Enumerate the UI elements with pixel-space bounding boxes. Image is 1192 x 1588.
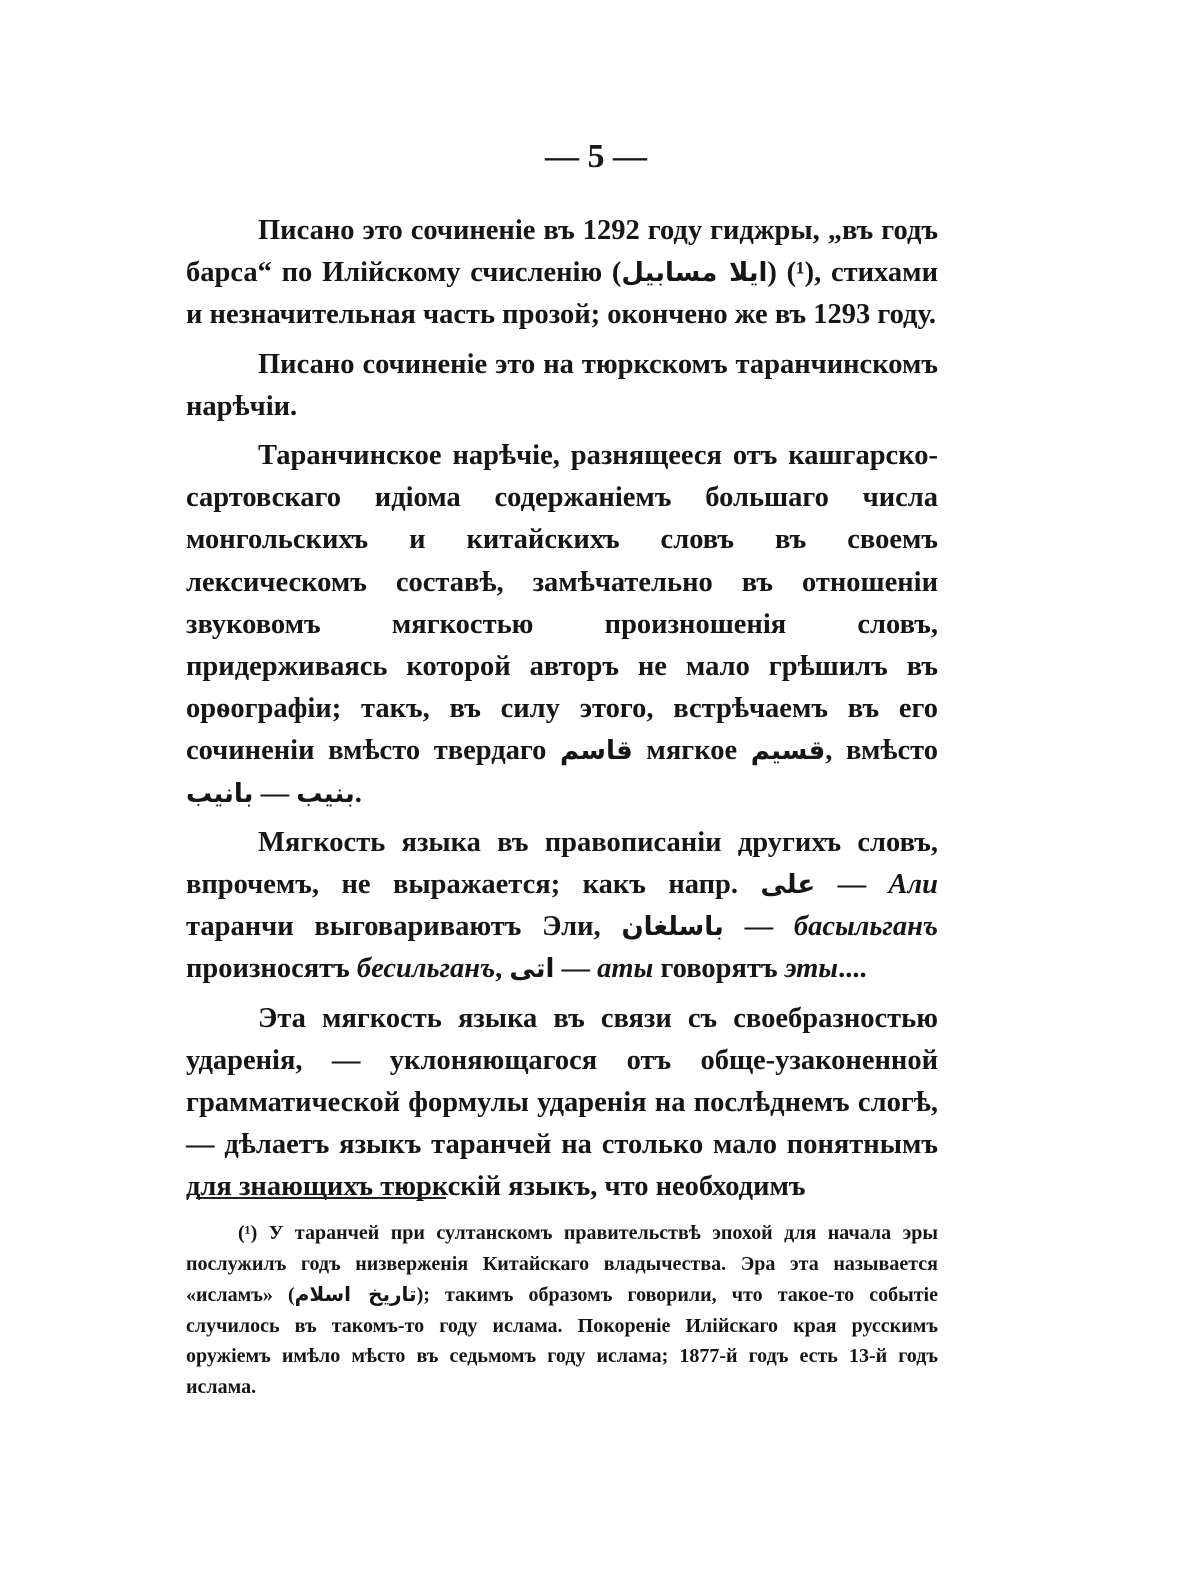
- text-run: , вмѣсто: [825, 735, 938, 767]
- text-run: —: [554, 953, 598, 985]
- text-run: таранчи выговариваютъ Эли,: [186, 911, 622, 943]
- italic-transliteration: эты: [784, 953, 839, 985]
- text-run: ); такимъ образомъ говорили, что такое-то событіе случилось въ такомъ-то году ислама. Покореніе Илійскаго края русскимъ оружіемъ имѣло мѣсто въ седьмомъ году ислама; 1877-й годъ есть 13-й годъ ислама.: [186, 1284, 938, 1398]
- text-run: —: [253, 777, 297, 809]
- page-number: — 5 —: [545, 138, 647, 175]
- italic-transliteration: бесильганъ: [356, 953, 496, 985]
- text-run: (¹) У таранчей при султанскомъ правительствѣ эпохой для начала эры послужилъ годъ низверженія Китайскаго владычества. Эра эта называется «исламъ» (: [186, 1222, 938, 1306]
- paragraph: [186, 822, 938, 991]
- text-run: говорятъ: [653, 953, 785, 985]
- text-run: —: [723, 911, 794, 943]
- text-run: .: [354, 777, 362, 809]
- italic-transliteration: Али: [888, 869, 938, 901]
- text-run: Таранчинское нарѣчіе, разнящееся отъ кашгарско-сартовскаго идіома содержаніемъ большаго числа монгольскихъ и китайскихъ словъ въ своемъ лексическомъ составѣ, замѣчательно въ отношеніи звуковомъ мягкостью произношенія словъ, придерживаясь которой авторъ не мало грѣшилъ въ орѳографіи; такъ, въ силу этого, встрѣчаемъ въ его сочиненіи вмѣсто твердаго: [186, 440, 938, 767]
- text-run: ....: [838, 953, 867, 985]
- text-run: произносятъ: [186, 953, 357, 985]
- arabic-word: ایلا مسابیل: [621, 258, 768, 289]
- paragraph: [186, 998, 938, 1209]
- text-run: мягкое: [632, 735, 751, 767]
- footnote: [186, 1218, 938, 1402]
- paragraph: [186, 210, 938, 337]
- text-run: Мягкость языка въ правописаніи другихъ словъ, впрочемъ, не выражается; какъ напр.: [186, 826, 938, 901]
- arabic-word: بنیب: [296, 778, 355, 809]
- arabic-word: تاریخ اسلام: [294, 1282, 417, 1306]
- text-run: ) (¹), стихами и незначительная часть прозой; окончено же въ 1293 году.: [186, 257, 938, 331]
- text-run: ,: [495, 953, 510, 985]
- arabic-word: قسیم: [750, 736, 826, 767]
- footnote-separator: [196, 1197, 446, 1199]
- body-text: [186, 210, 938, 1216]
- text-run: Писано сочиненіе это на тюркскомъ таранчинскомъ нарѣчіи.: [186, 348, 938, 422]
- arabic-word: بانیب: [186, 778, 254, 809]
- arabic-word: قاسم: [560, 736, 633, 767]
- arabic-word: باسلغان: [621, 912, 724, 943]
- italic-transliteration: аты: [597, 953, 654, 985]
- arabic-word: اتی: [509, 954, 555, 985]
- italic-transliteration: басыльганъ: [793, 911, 938, 943]
- arabic-word: علی: [760, 870, 816, 901]
- paragraph: [186, 435, 938, 815]
- text-run: Эта мягкость языка въ связи съ своебразностью ударенія, — уклоняющагося отъ обще-узаконенной грамматической формулы ударенія на послѣднемъ слогѣ, — дѣлаетъ языкъ таранчей на столько мало понятнымъ для знающихъ тюркскій языкъ, что необходимъ: [186, 1002, 938, 1203]
- text-run: Писано это сочиненіе въ 1292 году гиджры, „въ годъ барса“ по Илійскому счисленію (: [186, 215, 938, 289]
- paragraph: [186, 344, 938, 428]
- footnote-text: [186, 1218, 938, 1402]
- text-run: —: [815, 869, 889, 901]
